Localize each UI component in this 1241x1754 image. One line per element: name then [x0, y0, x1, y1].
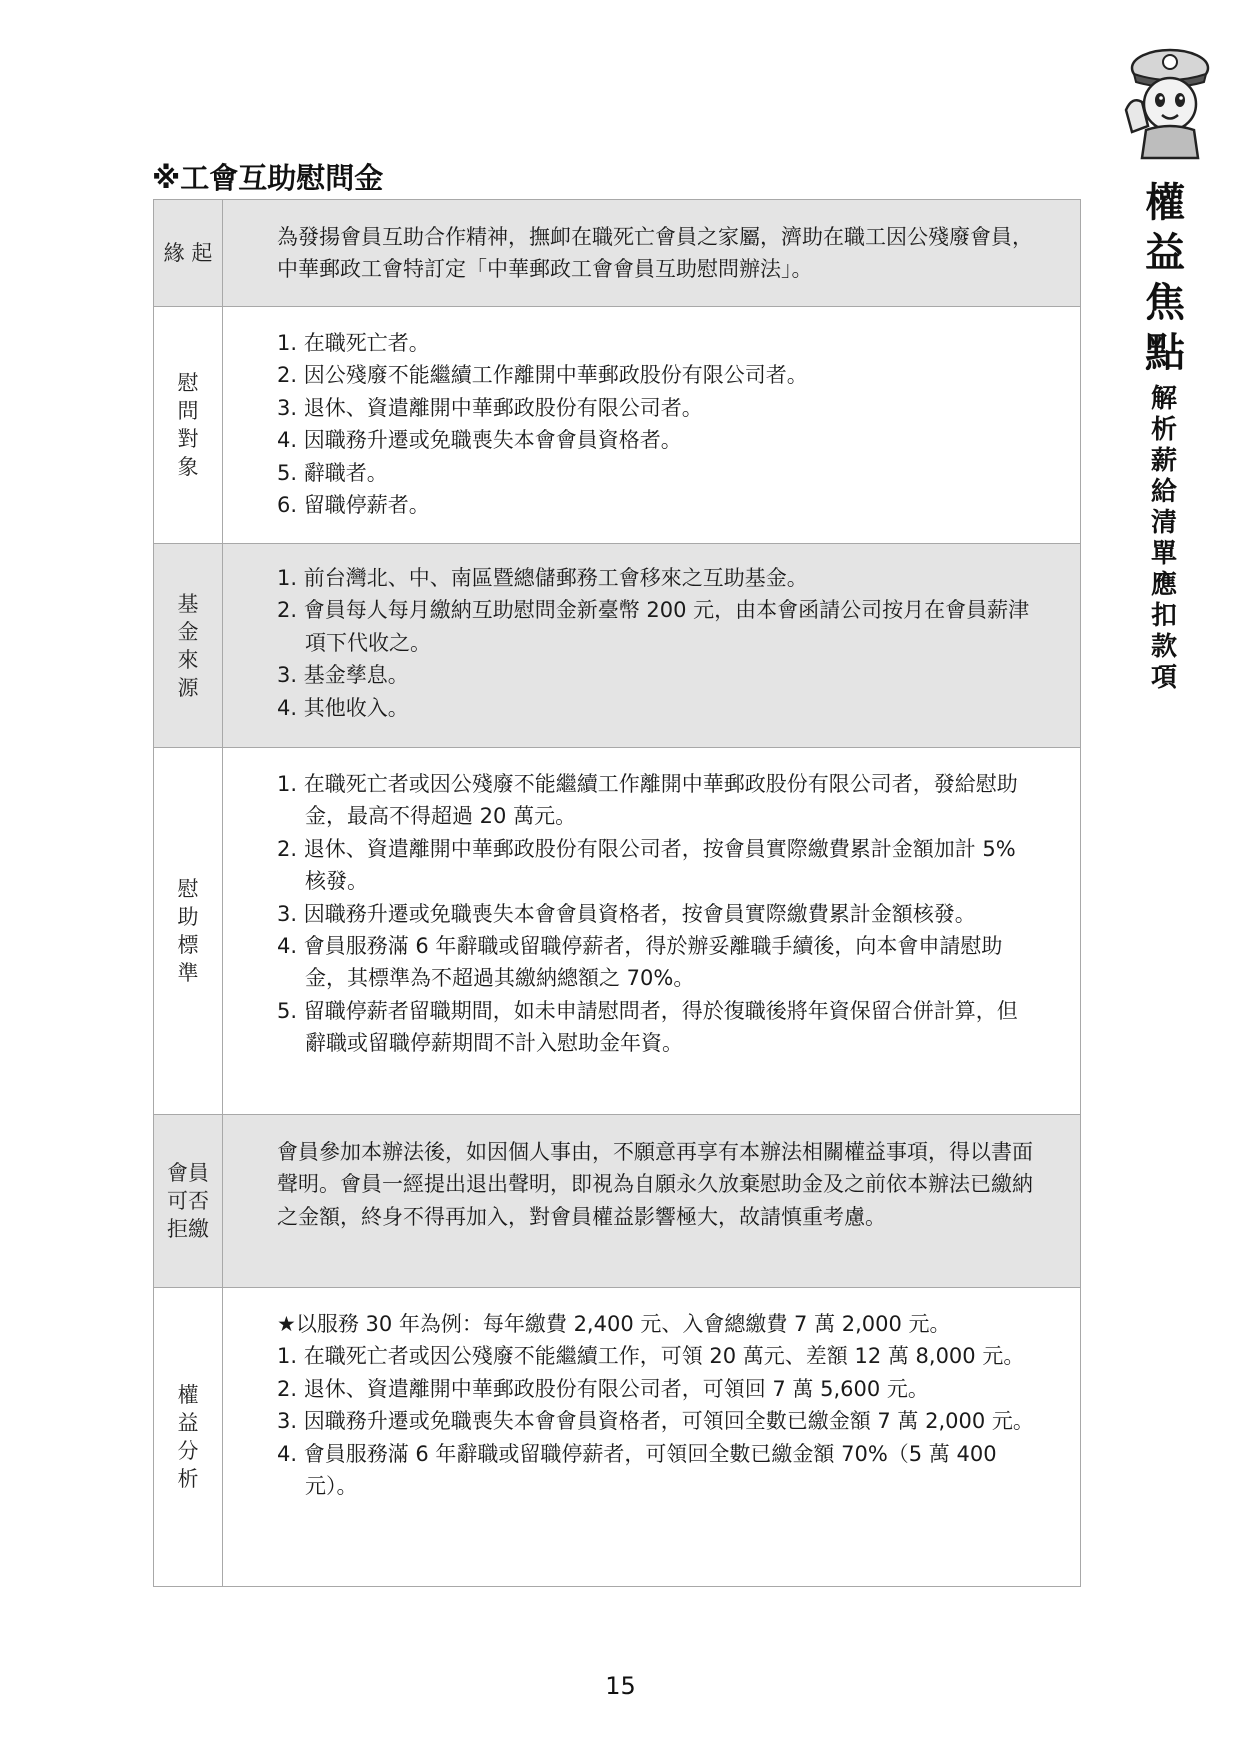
list-item: 1. 在職死亡者或因公殘廢不能繼續工作，可領 20 萬元、差額 12 萬 8,000 元。 — [277, 1344, 1025, 1369]
police-mascot-icon — [1118, 40, 1218, 160]
row-label-char: 源 — [177, 675, 199, 700]
side-subtitle-char: 清 — [1150, 508, 1177, 538]
row-label-fund-source — [154, 544, 223, 747]
list-item: 1. 在職死亡者。 — [277, 331, 430, 355]
list-item: 4. 會員服務滿 6 年辭職或留職停薪者，得於辦妥離職手續後，向本會申請慰助金，其標準為不超過其繳納總額之 70%。 — [277, 934, 1003, 991]
row-label-char: 權 — [177, 1383, 199, 1407]
row-label-char: 分 — [177, 1439, 199, 1463]
row-label-line: 拒繳 — [167, 1217, 209, 1241]
table-row-benefit-analysis — [154, 1287, 1080, 1586]
content-paragraph: 會員參加本辦法後，如因個人事由，不願意再享有本辦法相關權益事項，得以書面聲明。會員一經提出退出聲明，即視為自願永久放棄慰助金及之前依本辦法已繳納之金額，終身不得再加入，對會員權益影響極大，故請慎重考慮。 — [277, 1140, 1033, 1229]
row-label-benefit-analysis — [154, 1288, 223, 1586]
table-row-standard — [154, 747, 1080, 1114]
row-label-text: 緣 起 — [163, 241, 213, 265]
side-subtitle-char: 扣 — [1150, 601, 1177, 631]
info-table — [153, 199, 1081, 1587]
page-number: 15 — [605, 1672, 636, 1700]
side-subtitle-char: 給 — [1150, 477, 1177, 507]
row-label-origin — [154, 200, 223, 306]
row-label-char: 來 — [177, 647, 199, 672]
list-item: 2. 因公殘廢不能繼續工作離開中華郵政股份有限公司者。 — [277, 363, 808, 388]
row-label-char: 象 — [177, 455, 199, 479]
row-content-standard — [223, 748, 1080, 1114]
table-row-origin — [154, 200, 1080, 306]
row-content-origin — [223, 200, 1080, 306]
row-label-char: 慰 — [177, 371, 199, 395]
list-item: 3. 基金孳息。 — [277, 663, 409, 688]
list-item: 5. 留職停薪者留職期間，如未申請慰問者，得於復職後將年資保留合併計算，但辭職或留職停薪期間不計入慰助金年資。 — [277, 998, 1018, 1056]
side-subtitle-char: 應 — [1150, 570, 1177, 600]
side-title-char: 點 — [1145, 329, 1185, 376]
row-label-char: 準 — [177, 961, 199, 985]
side-title — [1130, 178, 1200, 378]
side-title-char: 權 — [1145, 179, 1185, 226]
row-label-char: 對 — [177, 427, 199, 451]
side-subtitle-char: 單 — [1150, 539, 1177, 569]
side-subtitle-char: 解 — [1150, 384, 1177, 414]
row-label-recipients — [154, 307, 223, 543]
row-label-char: 問 — [177, 399, 199, 423]
list-item: 4. 會員服務滿 6 年辭職或留職停薪者，可領回全數已繳金額 70%（5 萬 400 元）。 — [277, 1441, 997, 1499]
row-label-line: 可否 — [167, 1189, 209, 1213]
table-row-fund-source — [154, 543, 1080, 747]
list-item: 2. 會員每人每月繳納互助慰問金新臺幣 200 元，由本會函請公司按月在會員薪津項下代收之。 — [277, 598, 1030, 655]
section-title: ※工會互助慰問金 — [152, 161, 384, 195]
side-subtitle-char: 薪 — [1150, 446, 1177, 476]
list-item: 6. 留職停薪者。 — [277, 493, 430, 518]
row-label-char: 金 — [177, 619, 199, 644]
side-subtitle-char: 析 — [1150, 415, 1177, 445]
list-item: 1. 前台灣北、中、南區暨總儲郵務工會移來之互助基金。 — [277, 566, 808, 590]
table-row-refusal — [154, 1114, 1080, 1287]
row-content-recipients — [223, 307, 1080, 543]
list-item: 4. 因職務升遷或免職喪失本會會員資格者。 — [277, 428, 682, 453]
row-label-char: 慰 — [177, 877, 199, 901]
list-item: 3. 因職務升遷或免職喪失本會會員資格者，按會員實際繳費累計金額核發。 — [277, 901, 976, 926]
list-item: 3. 因職務升遷或免職喪失本會會員資格者，可領回全數已繳金額 7 萬 2,000 元。 — [277, 1409, 1034, 1434]
side-title-char: 益 — [1145, 229, 1185, 276]
list-item: 1. 在職死亡者或因公殘廢不能繼續工作離開中華郵政股份有限公司者，發給慰助金，最高不得超過 20 萬元。 — [277, 772, 1018, 829]
list-item: 3. 退休、資遣離開中華郵政股份有限公司者。 — [277, 395, 703, 420]
row-content-refusal — [223, 1115, 1080, 1287]
content-paragraph: ★以服務 30 年為例：每年繳費 2,400 元、入會總繳費 7 萬 2,000 元。 — [277, 1312, 951, 1336]
content-paragraph: 為發揚會員互助合作精神，撫卹在職死亡會員之家屬，濟助在職工因公殘廢會員，中華郵政工會特訂定「中華郵政工會會員互助慰問辦法」。 — [277, 225, 1033, 282]
row-label-standard — [154, 748, 223, 1114]
side-subtitle-char: 項 — [1150, 663, 1177, 693]
row-label-char: 基 — [177, 591, 199, 616]
side-title-char: 焦 — [1145, 279, 1185, 326]
row-label-refusal — [154, 1115, 223, 1287]
row-content-fund-source — [223, 544, 1080, 747]
list-item: 2. 退休、資遣離開中華郵政股份有限公司者，按會員實際繳費累計金額加計 5%核發。 — [277, 836, 1016, 894]
row-label-char: 標 — [177, 933, 199, 957]
side-subtitle — [1144, 384, 1184, 694]
table-row-recipients — [154, 306, 1080, 543]
list-item: 2. 退休、資遣離開中華郵政股份有限公司者，可領回 7 萬 5,600 元。 — [277, 1376, 929, 1401]
row-label-char: 益 — [177, 1411, 199, 1435]
list-item: 5. 辭職者。 — [277, 460, 388, 485]
side-subtitle-char: 款 — [1150, 632, 1177, 662]
row-label-char: 助 — [177, 905, 199, 929]
list-item: 4. 其他收入。 — [277, 695, 409, 720]
row-content-benefit-analysis — [223, 1288, 1080, 1586]
row-label-char: 析 — [177, 1467, 199, 1491]
row-label-line: 會員 — [167, 1161, 209, 1185]
